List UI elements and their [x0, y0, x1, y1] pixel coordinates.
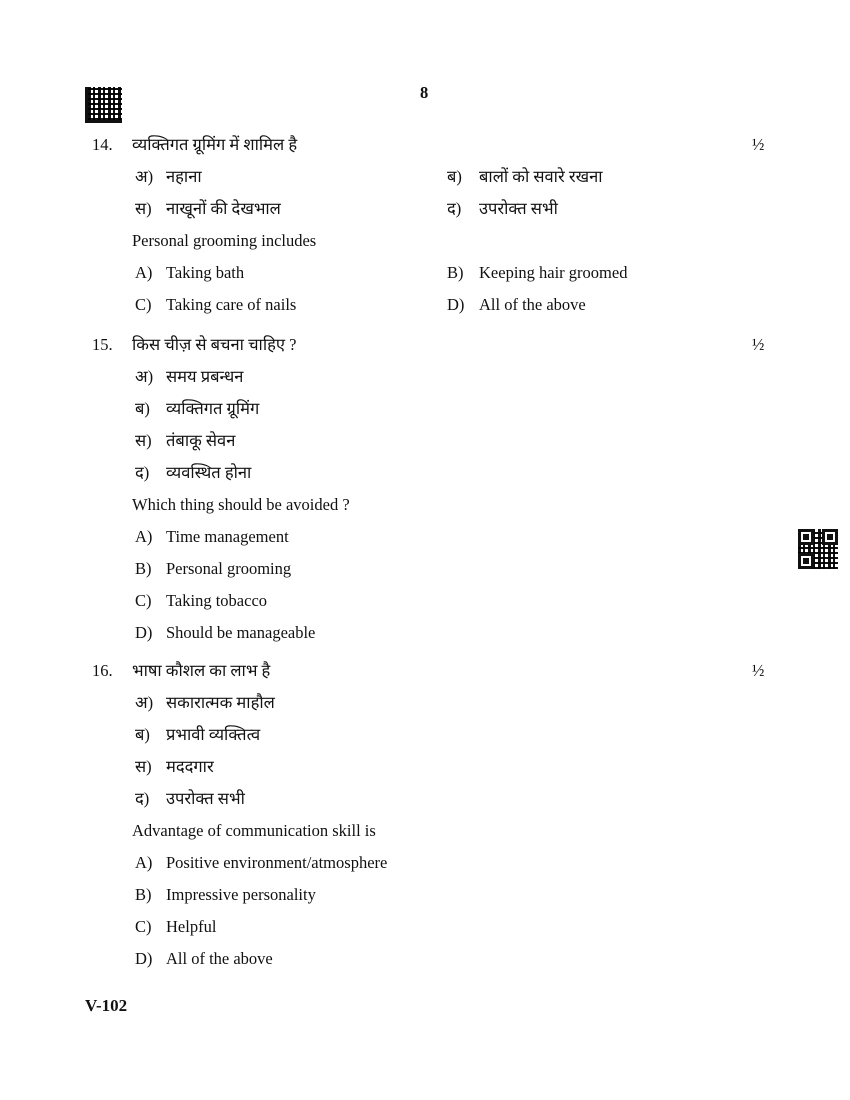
english-question-text: Advantage of communication skill is — [132, 821, 376, 840]
hindi-option-label: स) — [135, 199, 152, 218]
question-number: 16. — [92, 661, 113, 680]
marks: ½ — [752, 335, 765, 354]
hindi-question-text: किस चीज़ से बचना चाहिए ? — [132, 335, 297, 354]
hindi-question-text: भाषा कौशल का लाभ है — [132, 661, 271, 680]
english-option-text: Taking bath — [166, 263, 245, 282]
english-option-text: All of the above — [479, 295, 586, 314]
english-option-label: A) — [135, 263, 153, 282]
english-option-text: Time management — [166, 527, 289, 546]
hindi-option-text: उपरोक्त सभी — [166, 789, 245, 808]
hindi-option-label: ब) — [135, 725, 150, 744]
english-option-label: C) — [135, 917, 152, 936]
hindi-option-label: द) — [135, 463, 150, 482]
marks: ½ — [752, 661, 765, 680]
english-option-text: All of the above — [166, 949, 273, 968]
hindi-option-text: सकारात्मक माहौल — [166, 693, 275, 712]
english-option-text: Personal grooming — [166, 559, 292, 578]
english-option-text: Should be manageable — [166, 623, 316, 642]
hindi-option-label: अ) — [135, 167, 154, 186]
hindi-option-text: उपरोक्त सभी — [479, 199, 558, 218]
question-number: 15. — [92, 335, 113, 354]
english-option-label: A) — [135, 527, 153, 546]
qr-code — [798, 529, 838, 569]
hindi-option-text: बालों को सवारे रखना — [479, 167, 603, 186]
hindi-option-label: अ) — [135, 367, 154, 386]
hindi-option-label: ब) — [447, 167, 462, 186]
hindi-option-label: ब) — [135, 399, 150, 418]
hindi-option-text: नहाना — [166, 167, 202, 186]
hindi-option-text: मददगार — [166, 757, 214, 776]
english-option-label: B) — [135, 885, 152, 904]
datamatrix-code — [85, 87, 122, 123]
hindi-option-text: समय प्रबन्धन — [166, 367, 244, 386]
hindi-option-text: नाखूनों की देखभाल — [166, 199, 281, 218]
english-question-text: Which thing should be avoided ? — [132, 495, 350, 514]
english-option-label: B) — [135, 559, 152, 578]
english-option-label: D) — [135, 623, 153, 642]
marks: ½ — [752, 135, 765, 154]
english-option-label: A) — [135, 853, 153, 872]
question-number: 14. — [92, 135, 113, 154]
hindi-option-label: अ) — [135, 693, 154, 712]
hindi-option-label: स) — [135, 431, 152, 450]
hindi-option-text: तंबाकू सेवन — [166, 431, 236, 450]
hindi-question-text: व्यक्तिगत ग्रूमिंग में शामिल है — [132, 135, 298, 154]
hindi-option-text: प्रभावी व्यक्तित्व — [166, 725, 261, 744]
page-number: 8 — [420, 83, 429, 102]
footer-code: V-102 — [85, 996, 128, 1015]
hindi-option-label: द) — [135, 789, 150, 808]
english-option-text: Positive environment/atmosphere — [166, 853, 388, 872]
hindi-option-label: स) — [135, 757, 152, 776]
hindi-option-text: व्यक्तिगत ग्रूमिंग — [166, 399, 260, 418]
hindi-option-text: व्यवस्थित होना — [166, 463, 252, 482]
english-option-label: D) — [135, 949, 153, 968]
hindi-option-label: द) — [447, 199, 462, 218]
english-option-text: Keeping hair groomed — [479, 263, 628, 282]
english-option-text: Taking care of nails — [166, 295, 297, 314]
english-option-label: B) — [447, 263, 464, 282]
english-option-label: C) — [135, 295, 152, 314]
english-option-label: D) — [447, 295, 465, 314]
english-option-text: Helpful — [166, 917, 217, 936]
english-option-text: Taking tobacco — [166, 591, 268, 610]
english-option-label: C) — [135, 591, 152, 610]
english-question-text: Personal grooming includes — [132, 231, 317, 250]
english-option-text: Impressive personality — [166, 885, 316, 904]
